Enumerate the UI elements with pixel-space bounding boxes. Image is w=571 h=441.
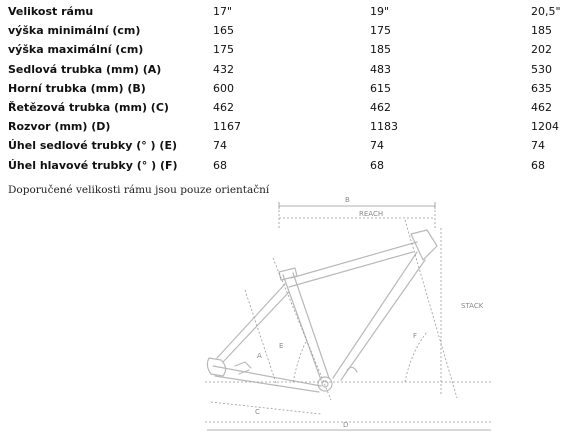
- row-label: Řetězová trubka (mm) (C): [8, 101, 169, 115]
- cell-size-3: 1204: [531, 120, 559, 134]
- label-c: C: [255, 408, 260, 416]
- size-note: Doporučené velikosti rámu jsou pouze orientační: [8, 184, 270, 196]
- cell-size-2: 615: [370, 81, 391, 95]
- cell-size-3: 74: [531, 139, 545, 153]
- cell-size-2: 185: [370, 43, 391, 57]
- seat-stays: [217, 284, 289, 362]
- label-d: D: [343, 421, 349, 429]
- geometry-table: [8, 2, 571, 175]
- table-row: [8, 21, 571, 40]
- row-label: výška minimální (cm): [8, 24, 141, 38]
- cell-size-1: 68: [213, 158, 227, 172]
- seat-tube: [283, 273, 329, 380]
- table-row: [8, 98, 571, 117]
- row-label: výška maximální (cm): [8, 43, 144, 57]
- chain-stays: [213, 366, 321, 392]
- cell-size-2: 1183: [370, 120, 398, 134]
- cell-size-3: 530: [531, 62, 552, 76]
- cell-size-3: 20,5": [531, 5, 561, 19]
- cell-size-3: 185: [531, 24, 552, 38]
- cell-size-2: 68: [370, 158, 384, 172]
- cell-size-3: 635: [531, 81, 552, 95]
- cell-size-1: 432: [213, 62, 234, 76]
- row-label: Sedlová trubka (mm) (A): [8, 62, 162, 76]
- cell-size-3: 202: [531, 43, 552, 57]
- label-a: A: [257, 352, 262, 360]
- cell-size-1: 74: [213, 139, 227, 153]
- table-row: [8, 136, 571, 155]
- row-label: Úhel sedlové trubky (° ) (E): [8, 139, 177, 153]
- row-label: Rozvor (mm) (D): [8, 120, 111, 134]
- table-row: [8, 60, 571, 79]
- cell-size-2: 74: [370, 139, 384, 153]
- label-reach: REACH: [359, 210, 384, 218]
- cell-size-2: 483: [370, 62, 391, 76]
- cell-size-2: 462: [370, 101, 391, 115]
- row-label: Horní trubka (mm) (B): [8, 81, 146, 95]
- cell-size-1: 1167: [213, 120, 241, 134]
- cell-size-1: 165: [213, 24, 234, 38]
- cell-size-1: 600: [213, 81, 234, 95]
- cell-size-1: 17": [213, 5, 233, 19]
- cell-size-1: 175: [213, 43, 234, 57]
- label-f: F: [413, 332, 418, 340]
- table-row: [8, 117, 571, 136]
- cell-size-3: 462: [531, 101, 552, 115]
- row-label: Velikost rámu: [8, 5, 94, 19]
- cell-size-2: 19": [370, 5, 390, 19]
- label-e: E: [279, 342, 284, 350]
- label-stack: STACK: [461, 302, 484, 310]
- label-b: B: [345, 196, 350, 204]
- table-row: [8, 40, 571, 59]
- cell-size-1: 462: [213, 101, 234, 115]
- cell-size-2: 175: [370, 24, 391, 38]
- bottom-bracket: [318, 377, 332, 391]
- cell-size-3: 68: [531, 158, 545, 172]
- frame-geometry-diagram: [195, 190, 495, 435]
- table-row: [8, 2, 571, 21]
- table-row: [8, 79, 571, 98]
- row-label: Úhel hlavové trubky (° ) (F): [8, 158, 178, 172]
- table-row: [8, 156, 571, 175]
